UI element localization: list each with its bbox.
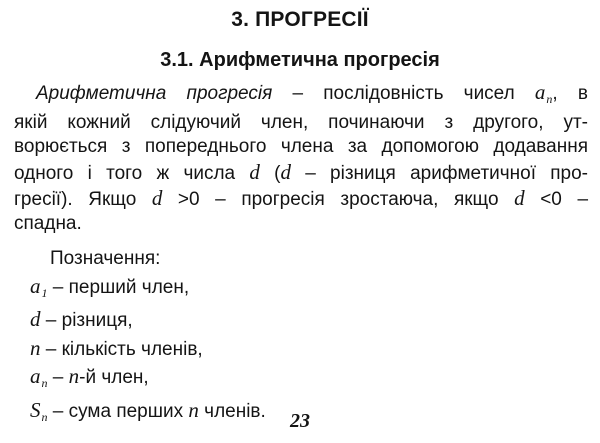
definition-text: , в	[552, 83, 588, 104]
symbol-d: d	[30, 307, 41, 332]
definition-text: одного і того ж числа	[14, 162, 250, 184]
notation-item	[30, 363, 570, 397]
definition-line-2: якій кожний слідуючий член, починаючи з другого, ут-	[14, 112, 588, 134]
notation-list	[30, 246, 570, 431]
definition-line-4	[14, 160, 588, 186]
var-d: d	[249, 159, 260, 184]
section-title: 3.1. Арифметична прогресія	[160, 49, 440, 71]
symbol-n: n	[30, 335, 41, 360]
notation-text: членів.	[198, 400, 266, 422]
notation-item	[30, 306, 570, 335]
var-d: d	[280, 159, 291, 184]
symbol-a: a	[30, 273, 41, 298]
definition-text: <0 –	[524, 188, 589, 210]
definition-paragraph	[14, 80, 588, 236]
notation-text: – перший член,	[47, 276, 190, 298]
symbol-s: S	[30, 397, 41, 422]
definition-line-6: спадна.	[14, 213, 82, 235]
subscript-n: n	[546, 92, 553, 106]
subscript-1: 1	[41, 285, 48, 300]
definition-text: – різниця арифметичної про-	[290, 162, 589, 184]
notation-text: – сума перших	[47, 400, 189, 422]
symbol-n: n	[188, 397, 199, 422]
definition-line-3: ворюється з попереднього члена за допомогою додавання	[14, 136, 588, 158]
definition-text: гресії). Якщо	[14, 188, 152, 210]
subscript-n: n	[41, 376, 48, 391]
notation-text: – кількість членів,	[40, 338, 203, 360]
definition-text: (	[259, 162, 281, 184]
definition-line-5	[14, 186, 588, 212]
definition-line-1	[14, 80, 588, 111]
notation-text: –	[47, 367, 69, 389]
notation-item	[30, 335, 570, 364]
definition-text: >0 – прогресія зростаюча, якщо	[162, 188, 515, 210]
var-d: d	[514, 185, 525, 210]
notation-item	[30, 273, 570, 307]
var-d: d	[151, 185, 163, 210]
definition-term: Арифметична прогресія	[36, 83, 273, 104]
definition-text: – послідовність чисел	[272, 83, 535, 104]
symbol-a: a	[30, 364, 41, 389]
notation-text: – різниця,	[40, 310, 133, 332]
chapter-title: 3. ПРОГРЕСІЇ	[231, 8, 369, 31]
symbol-n: n	[68, 364, 80, 389]
notation-heading: Позначення:	[50, 248, 161, 269]
page-number: 23	[290, 410, 310, 432]
var-a: a	[534, 80, 546, 104]
subscript-n: n	[41, 409, 48, 424]
notation-text: -й член,	[79, 367, 149, 389]
